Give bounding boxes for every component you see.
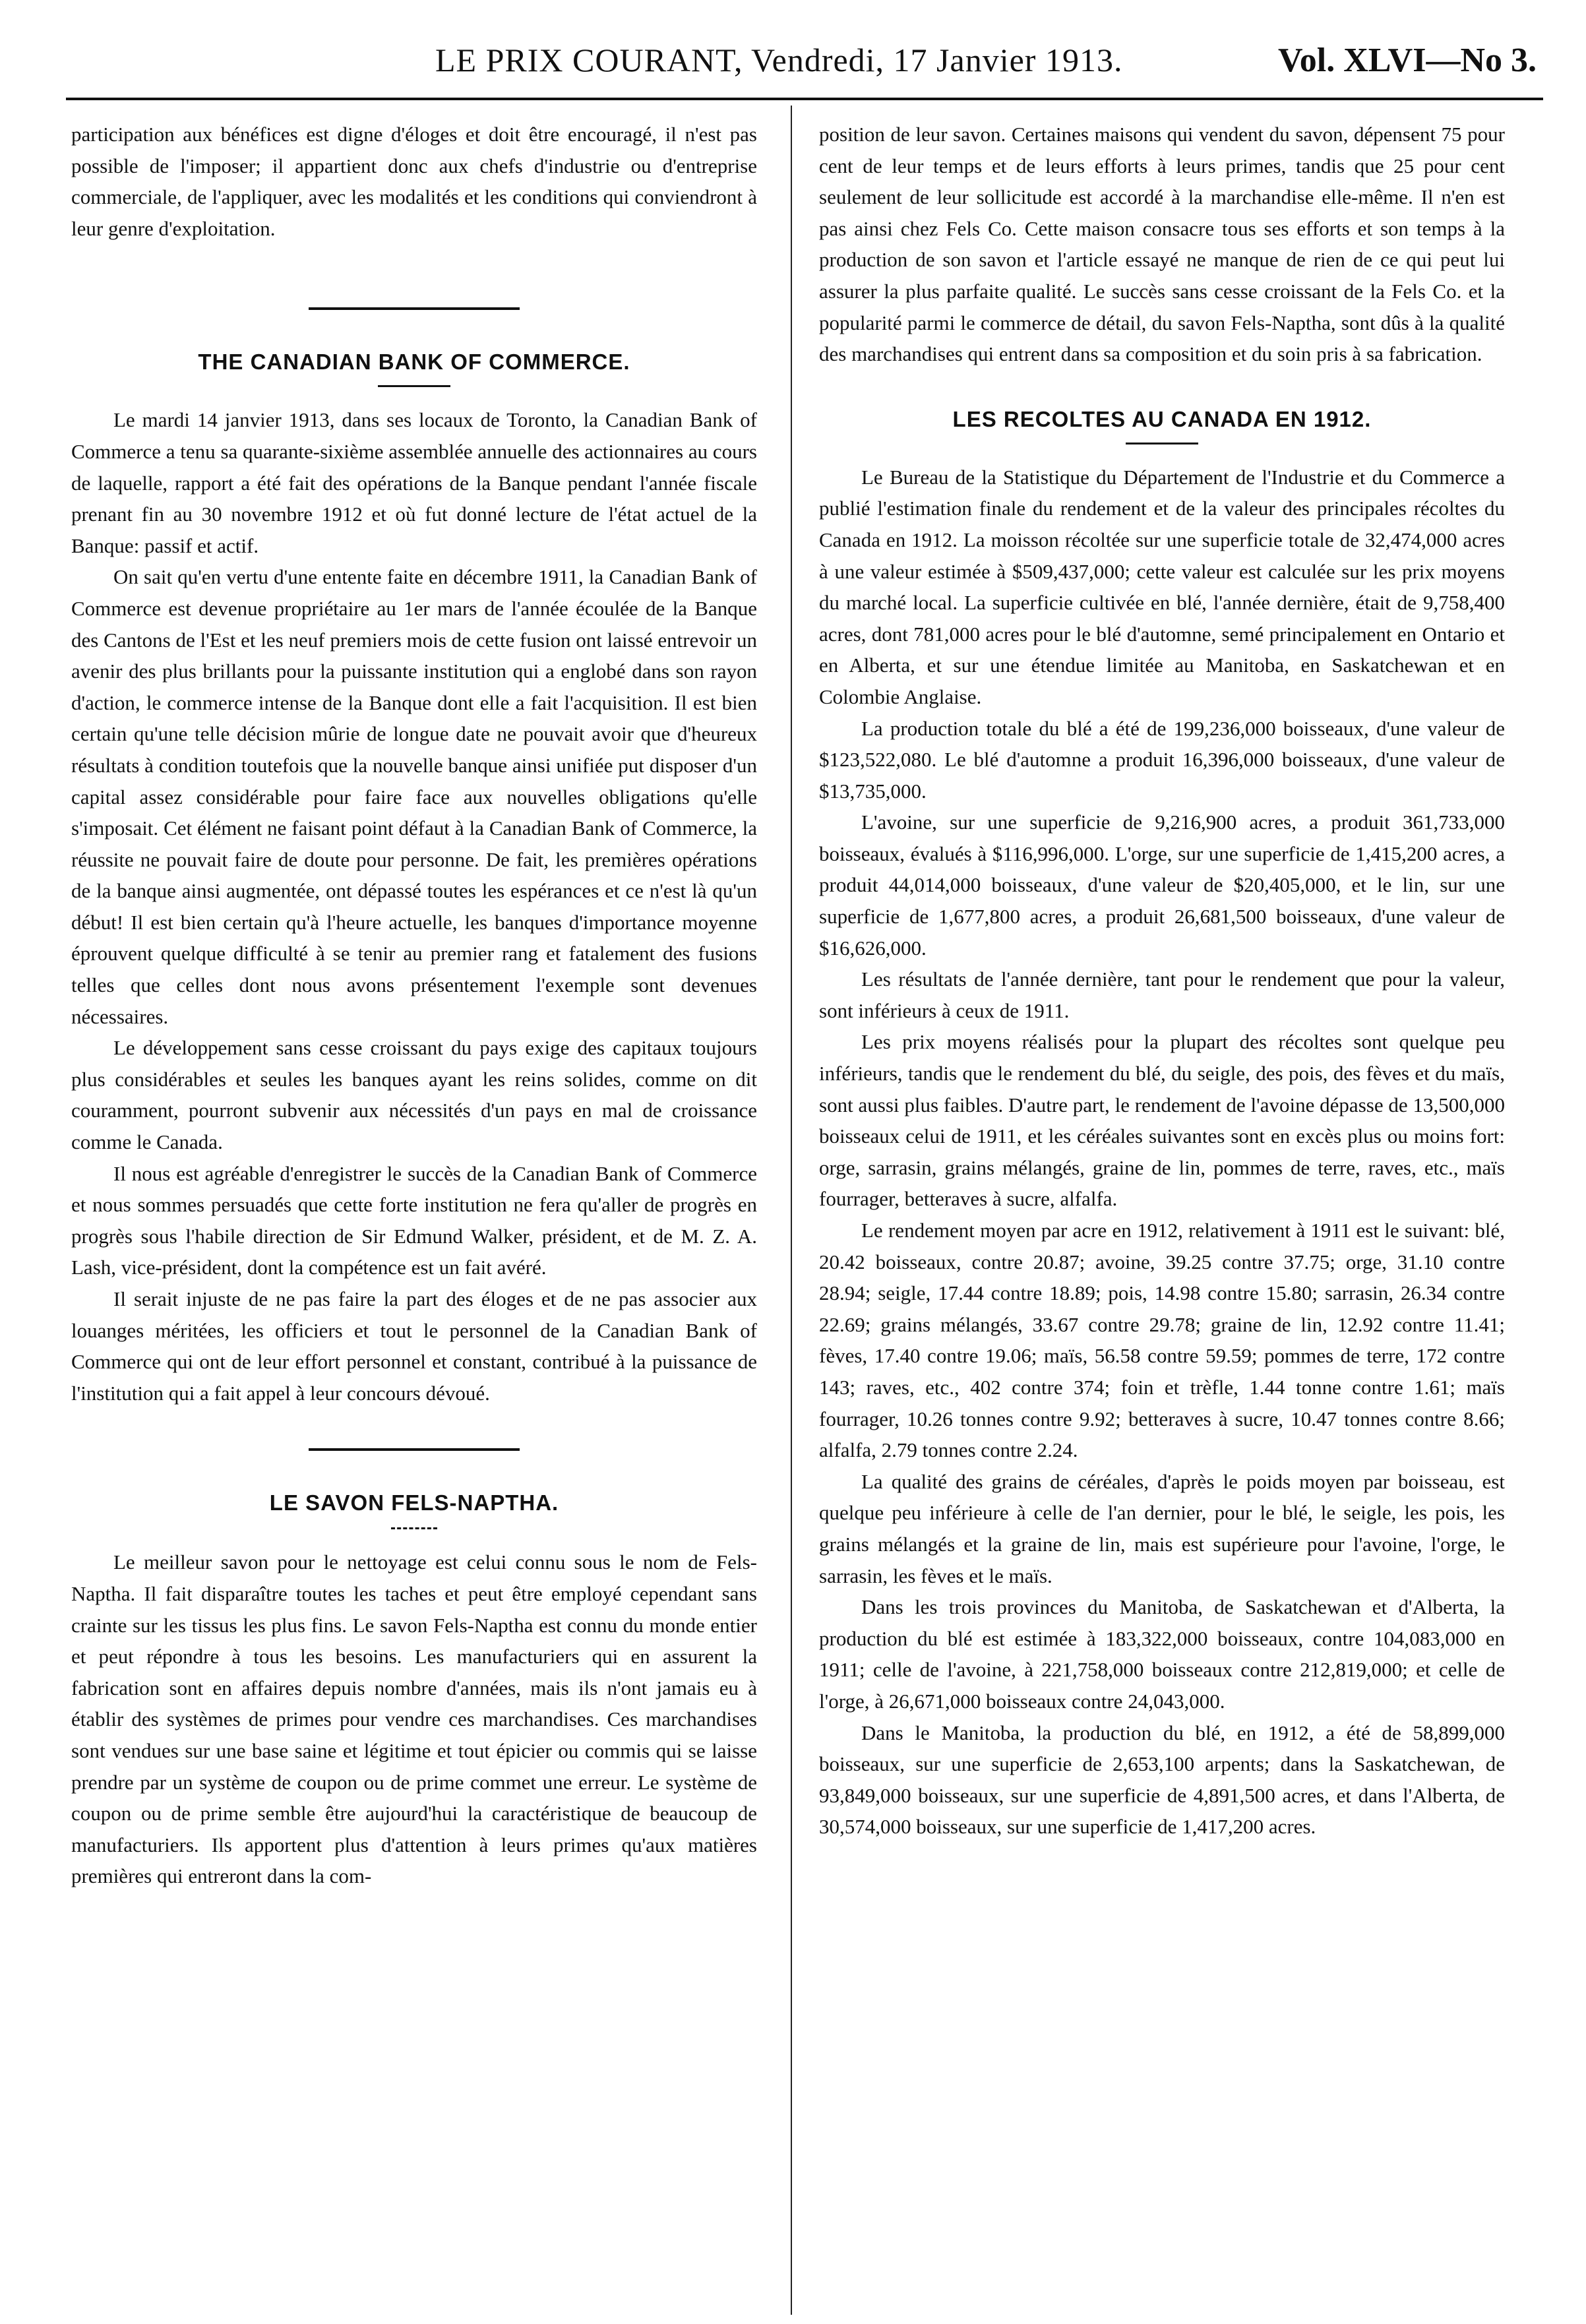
recoltes-paragraph: L'avoine, sur une superficie de 9,216,900 acres, a produit 361,733,000 boisseaux, évalués à $116,996,000. L'orge, sur une superficie de 1,415,200 acres, a produit 44,014,000 boisseaux, d'une valeur de $20,405,000, et le lin, sur une superficie de 1,677,800 acres, a produit 26,681,500 boisseaux, d'une valeur de $16,626,000. (819, 810, 1505, 960)
title-rule (378, 385, 450, 387)
bank-paragraph: On sait qu'en vertu d'une entente faite en décembre 1911, la Canadian Bank of Commerce est devenue propriétaire au 1er mars de l'année écoulée de la Banque des Cantons de l'Est et les neuf premiers mois de cette fusion ont laissé entrevoir un avenir des plus brillants pour la puissante institution qui a englobé dans son rayon d'action, le commerce intense de la Banque dont elle a fait l'acquisition. Il est bien certain qu'une telle décision mûrie de longue date ne pouvait avoir que d'heureux résultats à condition toutefois que la nouvelle banque ainsi unifiée put disposer d'un capital assez considérable pour faire face aux nouvelles obligations qu'elle s'imposait. Cet élément ne faisant point défaut à la Canadian Bank of Commerce, la réussite ne pouvait faire de doute pour personne. De fait, les premières opérations de la banque ainsi augmentée, ont dépassé toutes les espérances et ce n'est là qu'un début! Il est bien certain qu'à l'heure actuelle, les banques d'importance moyenne éprouvent quelque difficulté à se tenir au premier rang et fatalement des fusions telles que celles dont nous avons présentement l'exemple sont devenues nécessaires. (71, 565, 757, 1028)
recoltes-paragraph: La production totale du blé a été de 199,236,000 boisseaux, d'une valeur de $123,522,080. Le blé d'automne a produit 16,396,000 boisseaux, d'une valeur de $13,735,000. (819, 716, 1505, 803)
header-rule (66, 98, 1543, 100)
left-column (71, 119, 757, 2315)
volume-number: Vol. XLVI—No 3. (1277, 42, 1537, 79)
recoltes-article-title: LES RECOLTES AU CANADA EN 1912. (952, 406, 1372, 431)
bank-paragraph: Il nous est agréable d'enregistrer le succès de la Canadian Bank of Commerce et nous sommes persuadés que cette forte institution ne fera qu'aller de progrès en progrès sous l'habile direction de Sir Edmund Walker, président, et de M. Z. A. Lash, vice-président, dont la compétence est un fait avéré. (71, 1161, 757, 1279)
bank-paragraph: Il serait injuste de ne pas faire la part des éloges et de ne pas associer aux louanges méritées, les officiers et tout le personnel de la Canadian Bank of Commerce qui ont de leur effort personnel et constant, contribué à la puissance de l'institution qui a fait appel à leur concours dévoué. (71, 1287, 757, 1405)
savon-article-title: LE SAVON FELS-NAPTHA. (269, 1490, 559, 1515)
recoltes-paragraph: Le rendement moyen par acre en 1912, relativement à 1911 est le suivant: blé, 20.42 boisseaux, contre 20.87; avoine, 39.25 contre 37.75; orge, 31.10 contre 28.94; seigle, 17.44 contre 18.89; pois, 14.98 contre 15.80; sarrasin, 26.34 contre 22.69; grains mélangés, 33.67 contre 29.78; graine de lin, 12.92 contre 11.41; fèves, 17.40 contre 19.06; maïs, 56.58 contre 59.59; pommes de terre, 172 contre 143; raves, etc., 402 contre 374; foin et trèfle, 1.44 tonne contre 1.61; maïs fourrager, 10.26 tonnes contre 9.92; betteraves à sucre, 10.47 tonnes contre 8.66; alfalfa, 2.79 tonnes contre 2.24. (819, 1219, 1505, 1462)
running-title: LE PRIX COURANT, Vendredi, 17 Janvier 1913. (435, 42, 1123, 78)
savon-continued-paragraph: position de leur savon. Certaines maisons qui vendent du savon, dépensent 75 pour cent de leur temps et de leurs efforts à leurs primes, tandis que 25 pour cent seulement de leur sollicitude est accordé à la marchandise elle-même. Il n'en est pas ainsi chez Fels Co. Cette maison consacre tous ses efforts et son temps à la production de son savon et l'article essayé ne manque de rien de ce qui peut lui assurer la plus parfaite qualité. Le succès sans cesse croissant de la Fels Co. et la popularité parmi le commerce de détail, du savon Fels-Naptha, sont dûs à la qualité des marchandises qui entrent dans sa composition et du soin pris à sa fabrication. (819, 123, 1505, 366)
recoltes-paragraph: La qualité des grains de céréales, d'après le poids moyen par boisseau, est quelque peu inférieure à celle de l'an dernier, pour le blé, le seigle, les pois, les grains mélangés et la graine de lin, mais est supérieure pour l'avoine, l'orge, le sarrasin, les fèves et le maïs. (819, 1469, 1505, 1587)
title-rule (1126, 443, 1198, 444)
right-column (819, 119, 1505, 2315)
bank-paragraph: Le développement sans cesse croissant du pays exige des capitaux toujours plus considérables et seules les banques ayant les reins solides, comme on dit couramment, pourront subvenir aux nécessités d'un pays en mal de croissance comme le Canada. (71, 1036, 757, 1154)
recoltes-paragraph: Le Bureau de la Statistique du Département de l'Industrie et du Commerce a publié l'estimation finale du rendement et de la valeur des principales récoltes du Canada en 1912. La moisson récoltée sur une superficie totale de 32,474,000 acres à une valeur estimée à $509,437,000; cette valeur est calculée sur les prix moyens du marché local. La superficie cultivée en blé, l'année dernière, était de 9,758,400 acres, dont 781,000 acres pour le blé d'automne, semé principalement en Ontario et en Alberta, et sur une étendue limitée au Manitoba, en Saskatchewan et en Colombie Anglaise. (819, 465, 1505, 708)
title-rule (391, 1527, 437, 1529)
recoltes-paragraph: Les résultats de l'année dernière, tant pour le rendement que pour la valeur, sont inférieurs à ceux de 1911. (819, 967, 1505, 1022)
bank-paragraph: Le mardi 14 janvier 1913, dans ses locaux de Toronto, la Canadian Bank of Commerce a tenu sa quarante-sixième assemblée annuelle des actionnaires au cours de laquelle, rapport a été fait des opérations de la Banque pendant l'année fiscale prenant fin au 30 novembre 1912 et où fut donné lecture de l'état actuel de la Banque: passif et actif. (71, 408, 757, 557)
recoltes-paragraph: Dans les trois provinces du Manitoba, de Saskatchewan et d'Alberta, la production du blé est estimée à 183,322,000 boisseaux, contre 104,083,000 en 1911; celle de l'avoine, à 221,758,000 boisseaux contre 212,819,000; et celle de l'orge, à 26,671,000 boisseaux contre 24,043,000. (819, 1595, 1505, 1713)
recoltes-paragraph: Dans le Manitoba, la production du blé, en 1912, a été de 58,899,000 boisseaux, sur une superficie de 2,653,100 arpents; dans la Saskatchewan, de 93,849,000 boisseaux, sur une superficie de 4,891,500 acres, et dans l'Alberta, de 30,574,000 boisseaux, sur une superficie de 1,417,200 acres. (819, 1721, 1505, 1839)
bank-article-title: THE CANADIAN BANK OF COMMERCE. (198, 350, 630, 375)
column-divider (791, 106, 792, 2315)
recoltes-paragraph: Les prix moyens réalisés pour la plupart des récoltes sont quelque peu inférieurs, tandis que le rendement du blé, du seigle, des pois, des fèves et du maïs, sont aussi plus faibles. D'autre part, le rendement de l'avoine dépasse de 13,500,000 boisseaux celui de 1911, et les céréales suivantes sont en excès plus ou moins fort: orge, sarrasin, grains mélangés, graine de lin, pommes de terre, raves, etc., maïs fourrager, betteraves à sucre, alfalfa. (819, 1030, 1505, 1211)
savon-paragraph: Le meilleur savon pour le nettoyage est celui connu sous le nom de Fels-Naptha. Il fait disparaître toutes les taches et peut être employé cependant sans crainte sur les tissus les plus fins. Le savon Fels-Naptha est connu du monde entier et peut répondre à tous les besoins. Les manufacturiers qui en assurent la fabrication sont en affaires depuis nombre d'années, mais ils n'ont jamais eu à établir des systèmes de primes pour vendre ces marchandises. Ces marchandises sont vendues sur une base saine et légitime et tout épicier ou commis qui se laisse prendre par un système de coupon ou de prime commet une erreur. Le système de coupon ou de prime semble être aujourd'hui la caractéristique de beaucoup de manufacturiers. Ils apportent plus d'attention à leurs primes qu'aux matières premières qui entreront dans la com- (71, 1550, 757, 1888)
intro-paragraph: participation aux bénéfices est digne d'éloges et doit être encouragé, il n'est pas possible de l'imposer; il appartient donc aux chefs d'industrie ou d'entreprise commerciale, de l'appliquer, avec les modalités et les conditions qui conviendront à leur genre d'exploitation. (71, 123, 757, 240)
page-header (66, 41, 1543, 94)
